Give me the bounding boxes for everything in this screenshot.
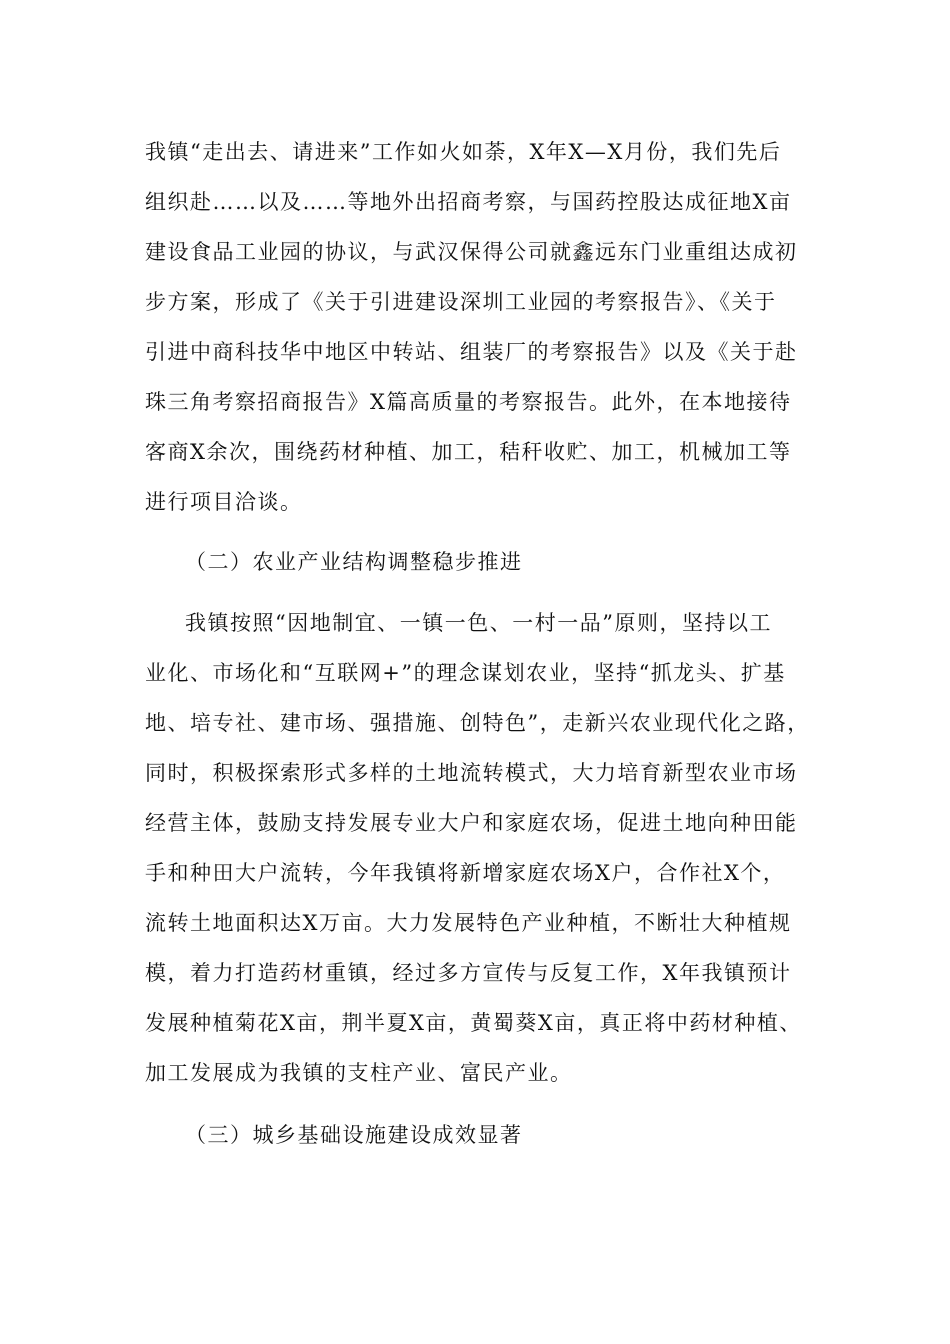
paragraph-line: 组织赴……以及……等地外出招商考察，与国药控股达成征地X亩: [145, 190, 792, 214]
paragraph-line: 进行项目洽谈。: [145, 490, 303, 514]
section-heading-3: （三）城乡基础设施建设成效显著: [185, 1123, 523, 1147]
paragraph-line: 经营主体，鼓励支持发展专业大户和家庭农场，促进土地向种田能: [145, 811, 798, 835]
paragraph-line: 模，着力打造药材重镇，经过多方宣传与反复工作，X年我镇预计: [145, 961, 792, 985]
paragraph-line: 我镇“走出去、请进来”工作如火如荼，X年X—X月份，我们先后: [145, 140, 782, 164]
paragraph-line: 发展种植菊花X亩，荆半夏X亩，黄蜀葵X亩，真正将中药材种植、: [145, 1011, 802, 1035]
paragraph-line: 加工发展成为我镇的支柱产业、富民产业。: [145, 1061, 573, 1085]
paragraph-line: 业化、市场化和“互联网+”的理念谋划农业，坚持“抓龙头、扩基: [145, 661, 786, 685]
paragraph-line: 引进中商科技华中地区中转站、组装厂的考察报告》以及《关于赴: [145, 340, 798, 364]
paragraph-line: 流转土地面积达X万亩。大力发展特色产业种植，不断壮大种植规: [145, 911, 792, 935]
paragraph-line: 步方案，形成了《关于引进建设深圳工业园的考察报告》、《关于: [145, 290, 777, 314]
paragraph-line: 珠三角考察招商报告》X篇高质量的考察报告。此外，在本地接待: [145, 390, 792, 414]
paragraph-line: 我镇按照“因地制宜、一镇一色、一村一品”原则，坚持以工: [185, 611, 772, 635]
paragraph-line: 手和种田大户流转，今年我镇将新增家庭农场X户，合作社X个，: [145, 861, 786, 885]
paragraph-line: 建设食品工业园的协议，与武汉保得公司就鑫远东门业重组达成初: [145, 240, 798, 264]
paragraph-line: 地、培专社、建市场、强措施、创特色”，走新兴农业现代化之路，: [145, 711, 810, 735]
paragraph-line: 同时，积极探索形式多样的土地流转模式，大力培育新型农业市场: [145, 761, 798, 785]
paragraph-line: 客商X余次，围绕药材种植、加工，秸秆收贮、加工，机械加工等: [145, 440, 792, 464]
section-heading-2: （二）农业产业结构调整稳步推进: [185, 550, 523, 574]
